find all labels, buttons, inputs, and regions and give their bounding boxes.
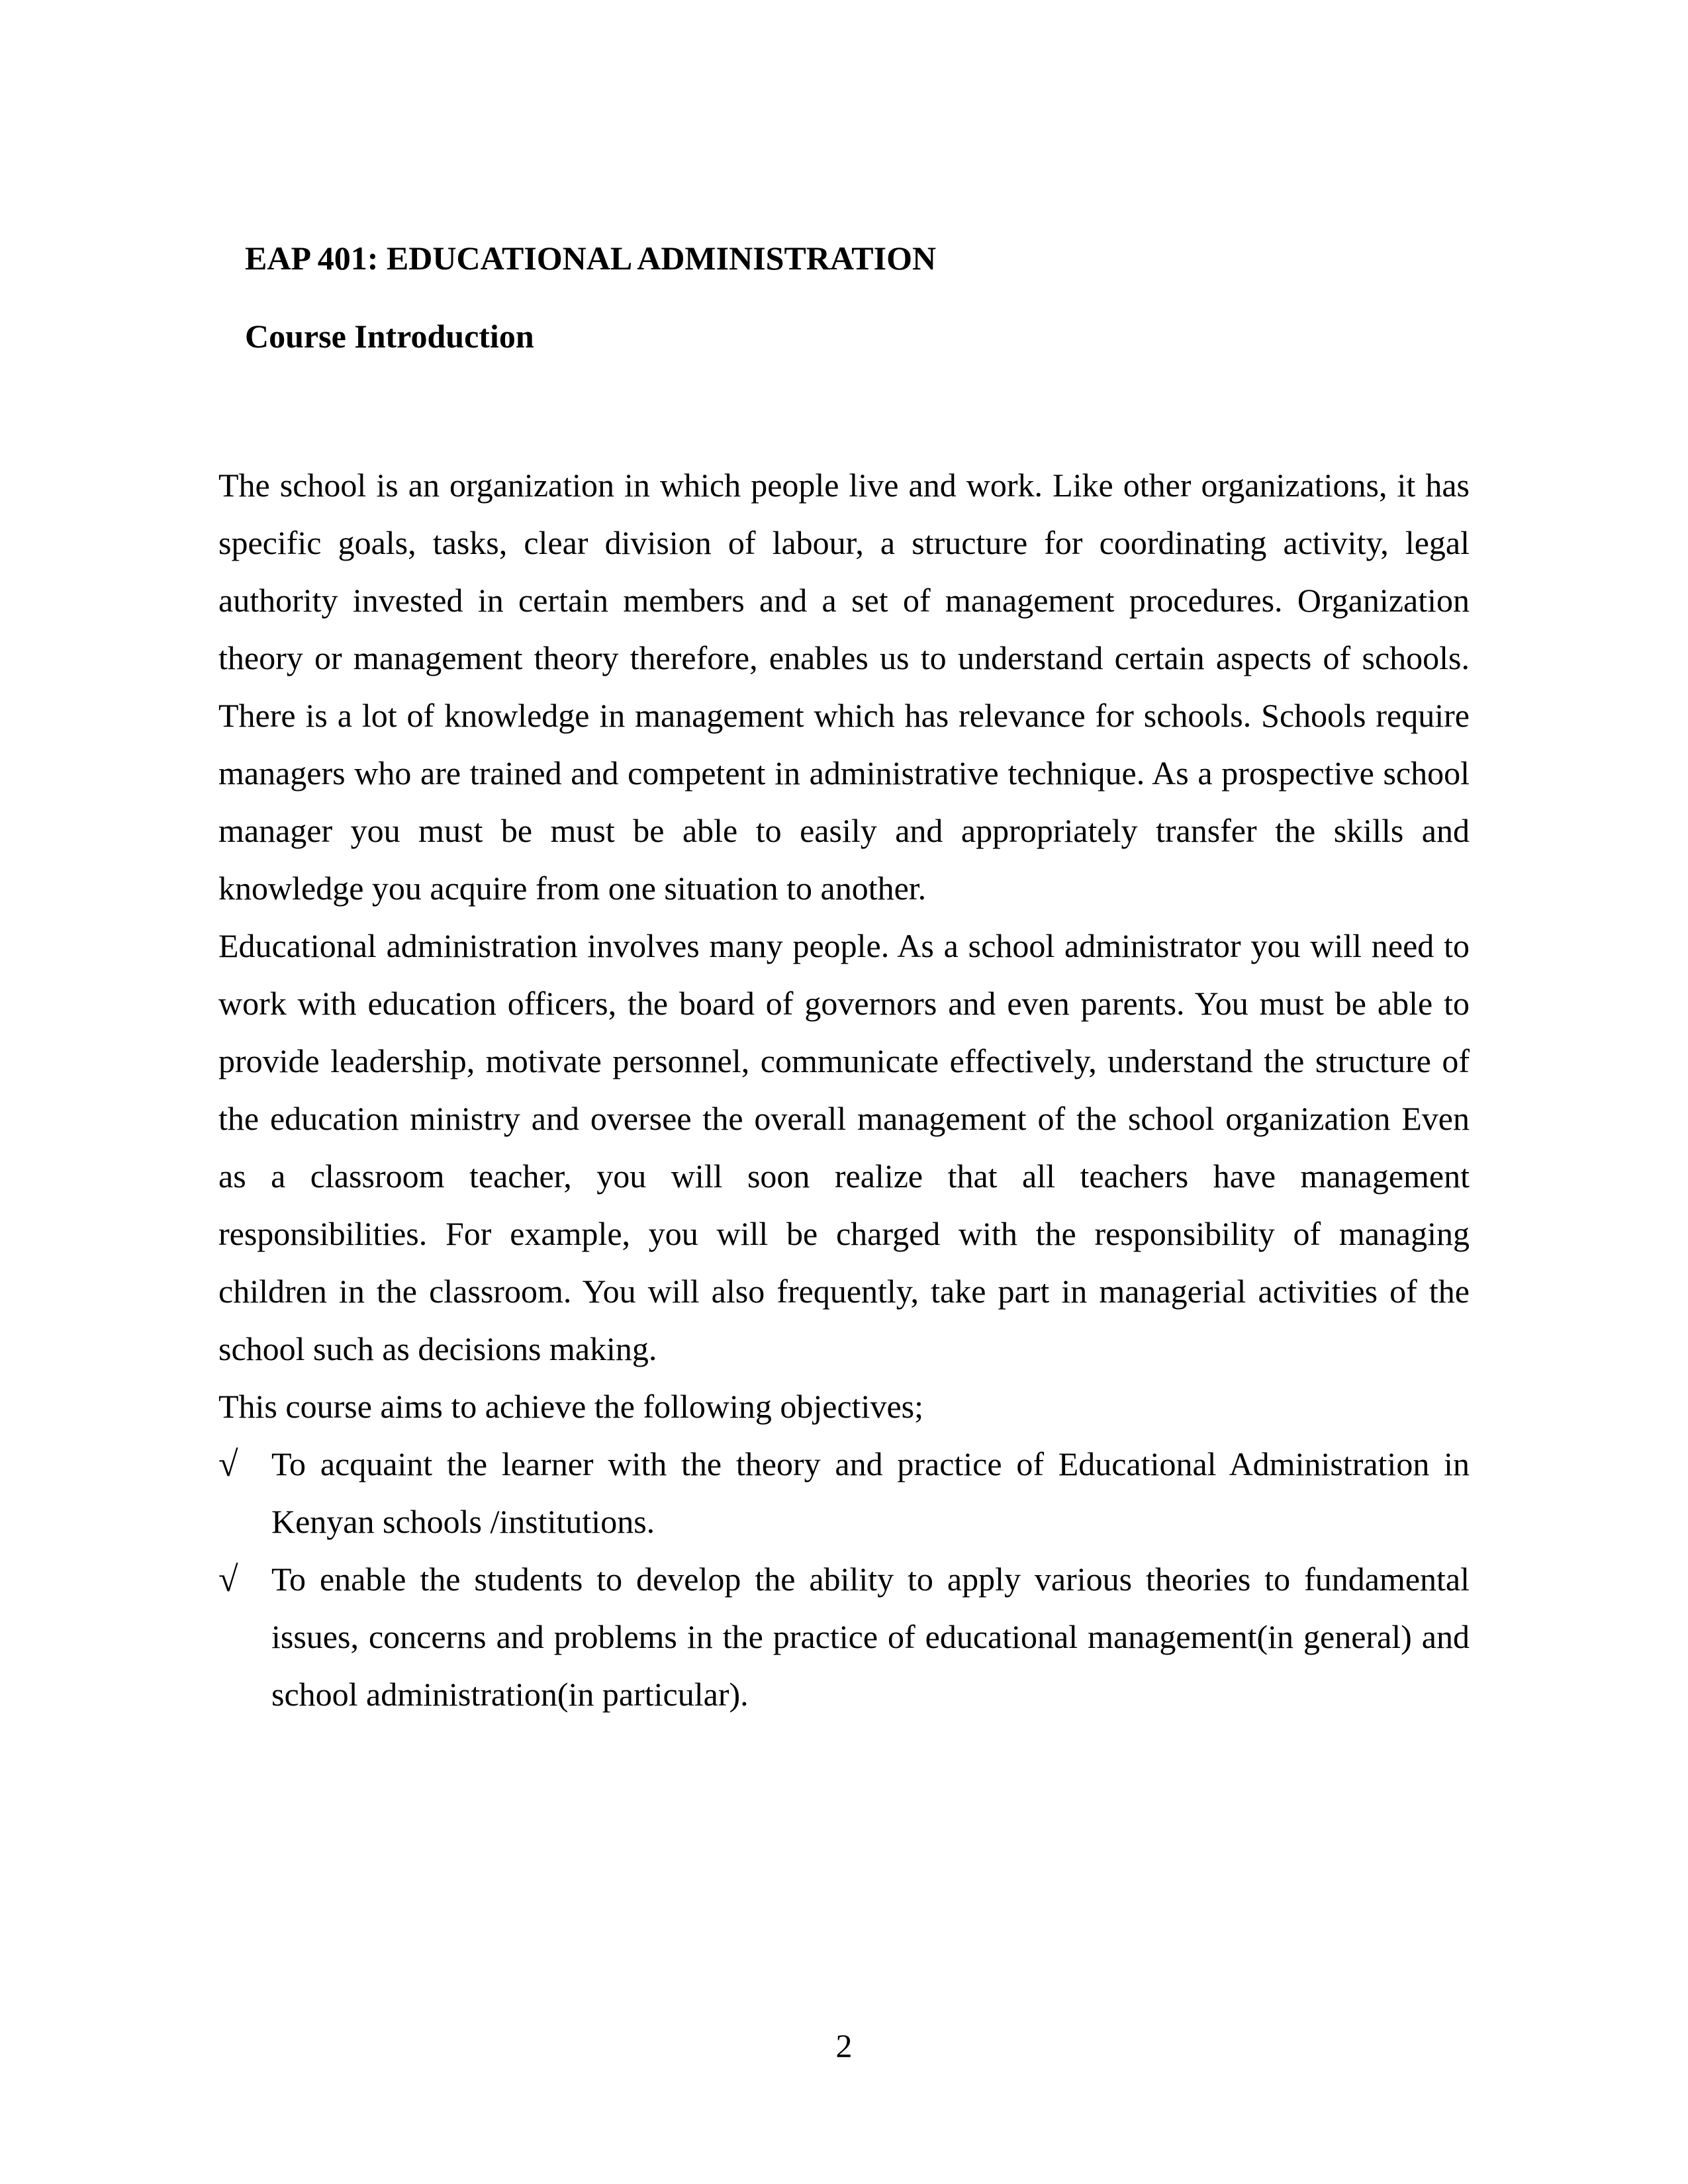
page-content <box>218 230 1470 1723</box>
text-line: There is a lot of knowledge in management which has relevance for schools. Schools require <box>218 697 1470 734</box>
text-line: provide leadership, motivate personnel, communicate effectively, understand the structure of <box>218 1042 1470 1079</box>
text-line: responsibilities. For example, you will be charged with the responsibility of managing <box>218 1215 1470 1252</box>
text-line: specific goals, tasks, clear division of labour, a structure for coordinating activity, legal <box>218 524 1470 561</box>
text-line: To acquaint the learner with the theory and practice of Educational Administration in <box>271 1445 1470 1482</box>
text-line: To enable the students to develop the ability to apply various theories to fundamental <box>271 1561 1470 1598</box>
text-line: authority invested in certain members and a set of management procedures. Organization <box>218 582 1470 619</box>
sqrt-bullet-icon: √ <box>218 1444 238 1484</box>
text-line: school administration(in particular). <box>271 1676 749 1713</box>
text-line: knowledge you acquire from one situation to another. <box>218 870 927 907</box>
sqrt-bullet-icon: √ <box>218 1559 238 1599</box>
text-line: issues, concerns and problems in the practice of educational management(in general) and <box>271 1618 1470 1655</box>
body-text <box>218 457 1470 1723</box>
text-line: The school is an organization in which people live and work. Like other organizations, it has <box>218 467 1470 504</box>
bullet-item <box>218 1551 1470 1723</box>
page-number: 2 <box>835 2027 853 2064</box>
text-line: managers who are trained and competent in administrative technique. As a prospective school <box>218 754 1470 792</box>
text-line: school such as decisions making. <box>218 1330 657 1367</box>
text-line: children in the classroom. You will also frequently, take part in managerial activities of the <box>218 1273 1470 1310</box>
paragraph <box>218 1378 1470 1435</box>
text-line: Kenyan schools /institutions. <box>271 1503 655 1540</box>
text-line: Educational administration involves many people. As a school administrator you will need to <box>218 927 1470 964</box>
bullet-item <box>218 1435 1470 1551</box>
text-line: This course aims to achieve the following objectives; <box>218 1388 923 1425</box>
text-line: work with education officers, the board of governors and even parents. You must be able to <box>218 985 1470 1022</box>
text-line: the education ministry and oversee the overall management of the school organization Even <box>218 1100 1470 1137</box>
text-line: as a classroom teacher, you will soon realize that all teachers have management <box>218 1158 1470 1195</box>
course-title: EAP 401: EDUCATIONAL ADMINISTRATION <box>245 240 937 277</box>
text-line: theory or management theory therefore, enables us to understand certain aspects of schools. <box>218 639 1470 676</box>
course-subtitle: Course Introduction <box>245 318 534 355</box>
text-line: manager you must be must be able to easily and appropriately transfer the skills and <box>218 812 1470 849</box>
paragraph <box>218 457 1470 917</box>
paragraph <box>218 917 1470 1378</box>
